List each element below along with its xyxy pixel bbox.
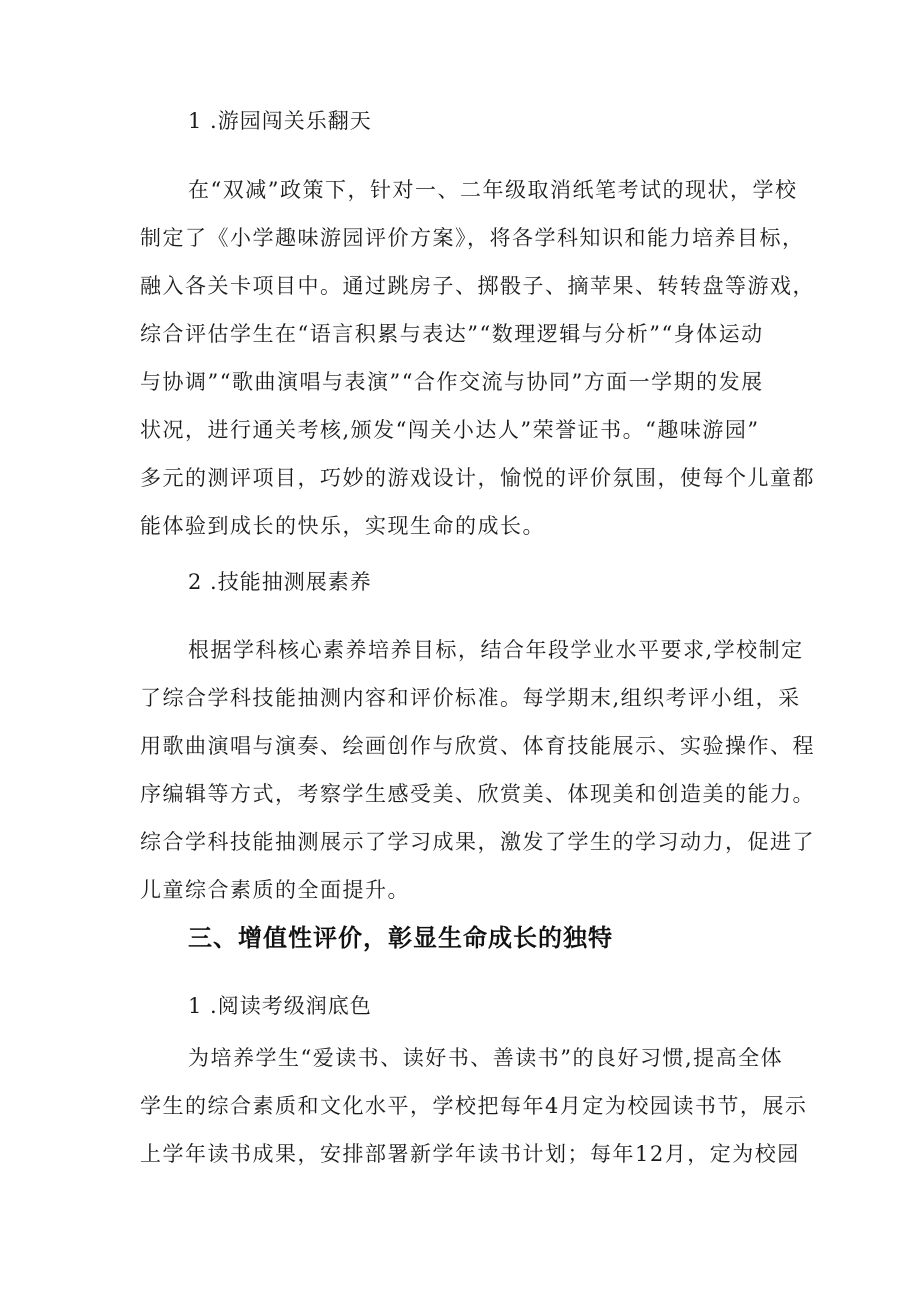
paragraph-line: 了综合学科技能抽测内容和评价标准。每学期末,组织考评小组，采 <box>140 686 801 710</box>
paragraph-line: 根据学科核心素养培养目标，结合年段学业水平要求,学校制定 <box>188 638 804 662</box>
paragraph-line: 儿童综合素质的全面提升。 <box>140 878 410 902</box>
paragraph-line: 多元的测评项目，巧妙的游戏设计，愉悦的评价氛围，使每个儿童都 <box>140 466 815 490</box>
paragraph-line: 制定了《小学趣味游园评价方案》，将各学科知识和能力培养目标， <box>140 226 805 250</box>
paragraph-line: 综合评估学生在“语言积累与表达”“数理逻辑与分析”“身体运动 <box>140 322 764 346</box>
paragraph-line: 综合学科技能抽测展示了学习成果，激发了学生的学习动力，促进了 <box>140 830 815 854</box>
paragraph-line: 与协调”“歌曲演唱与表演”“合作交流与协同”方面一学期的发展 <box>140 370 764 394</box>
subsection-heading-2: 2 .技能抽测展素养 <box>188 570 372 594</box>
paragraph-line: 学生的综合素质和文化水平，学校把每年4月定为校园读书节，展示 <box>140 1094 808 1118</box>
paragraph-line: 为培养学生“爱读书、读好书、善读书”的良好习惯,提高全体 <box>188 1046 784 1070</box>
paragraph-line: 上学年读书成果，安排部署新学年读书计划；每年12月，定为校园 <box>140 1142 800 1166</box>
paragraph-line: 状况，进行通关考核,颁发“闯关小达人”荣誉证书。“趣味游园” <box>140 418 760 442</box>
subsection-heading-3: 1 .阅读考级润底色 <box>188 994 372 1018</box>
paragraph-line: 融入各关卡项目中。通过跳房子、掷骰子、摘苹果、转转盘等游戏， <box>140 274 815 298</box>
paragraph-line: 在“双减”政策下，针对一、二年级取消纸笔考试的现状，学校 <box>188 178 798 202</box>
section-title: 三、增值性评价，彰显生命成长的独特 <box>188 924 613 952</box>
paragraph-line: 能体验到成长的快乐，实现生命的成长。 <box>140 514 545 538</box>
paragraph-line: 用歌曲演唱与演奏、绘画创作与欣赏、体育技能展示、实验操作、程 <box>140 734 815 758</box>
paragraph-line: 序编辑等方式，考察学生感受美、欣赏美、体现美和创造美的能力。 <box>140 782 815 806</box>
subsection-heading-1: 1 .游园闯关乐翻天 <box>188 109 372 133</box>
